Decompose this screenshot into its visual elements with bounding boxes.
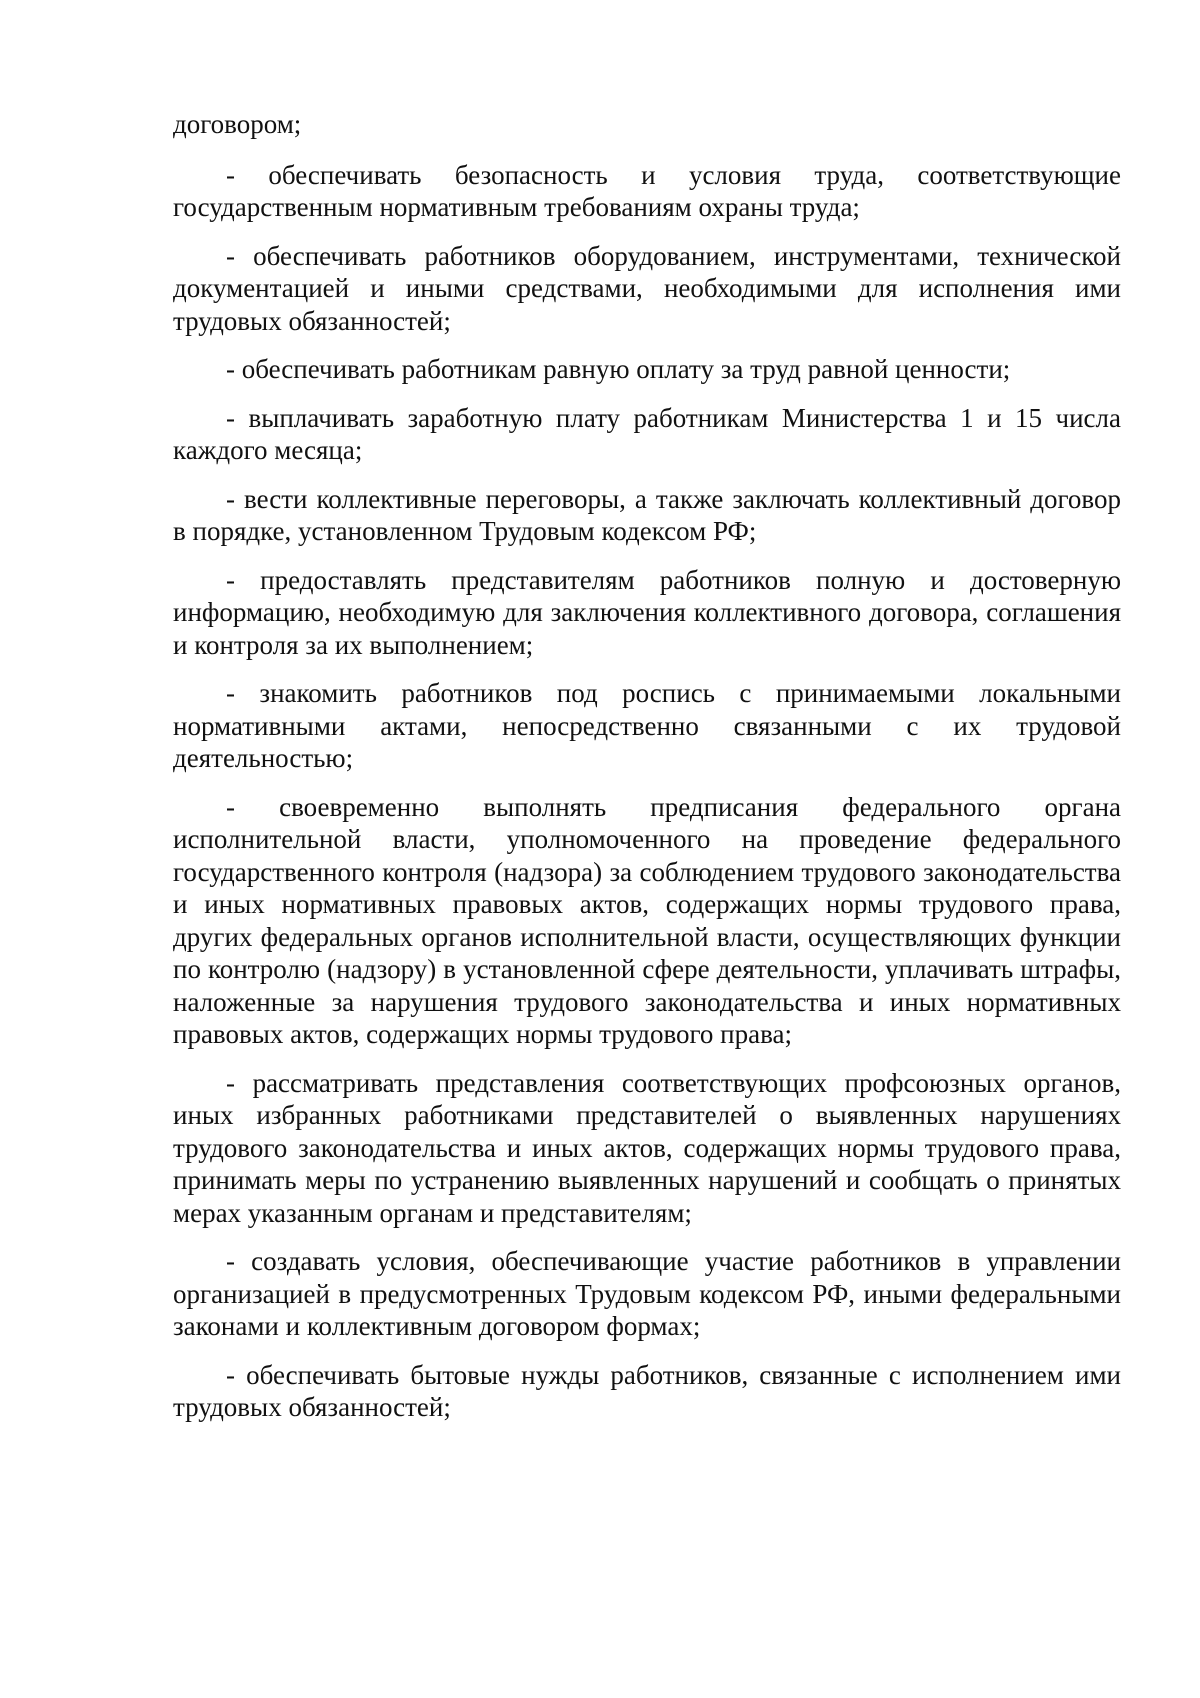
paragraph-equal-pay: - обеспечивать работникам равную оплату за труд равной ценности;: [226, 354, 1011, 384]
paragraph-union-submissions: - рассматривать представления соответствующих профсоюзных органов, иных избранных работниками представителей о выявленных нарушениях трудового законодательства и иных актов, содержащих нормы трудового права, принимать меры по устранению выявленных нарушений и сообщать о принятых мерах указанным органам и представителям;: [173, 1067, 1121, 1228]
document-page: [173, 108, 1121, 1440]
paragraph-equipment: - обеспечивать работников оборудованием, инструментами, технической документацией и иными средствами, необходимыми для исполнения ими трудовых обязанностей;: [173, 240, 1121, 336]
paragraph-regulatory-orders: - своевременно выполнять предписания федерального органа исполнительной власти, уполномоченного на проведение федерального государственного контроля (надзора) за соблюдением трудового законодательства и иных нормативных правовых актов, содержащих нормы трудового права, других федеральных органов исполнительной власти, осуществляющих функции по контролю (надзору) в установленной сфере деятельности, уплачивать штрафы, наложенные за нарушения трудового законодательства и иных нормативных правовых актов, содержащих нормы трудового права;: [173, 791, 1121, 1049]
paragraph-information: - предоставлять представителям работников полную и достоверную информацию, необходимую для заключения коллективного договора, соглашения и контроля за их выполнением;: [173, 564, 1121, 660]
paragraph-continuation: договором;: [173, 109, 302, 139]
paragraph-participation: - создавать условия, обеспечивающие участие работников в управлении организацией в предусмотренных Трудовым кодексом РФ, иными федеральными законами и коллективным договором формах;: [173, 1246, 1121, 1341]
paragraph-salary-payment: - выплачивать заработную плату работникам Министерства 1 и 15 числа каждого месяца;: [173, 402, 1121, 465]
paragraph-collective-negotiations: - вести коллективные переговоры, а также заключать коллективный договор в порядке, установленном Трудовым кодексом РФ;: [173, 483, 1121, 546]
paragraph-local-acts: - знакомить работников под роспись с принимаемыми локальными нормативными актами, непосредственно связанными с их трудовой деятельностью;: [173, 678, 1121, 773]
paragraph-safety-conditions: - обеспечивать безопасность и условия труда, соответствующие государственным нормативным требованиям охраны труда;: [173, 159, 1121, 222]
paragraph-household-needs: - обеспечивать бытовые нужды работников, связанные с исполнением ими трудовых обязанностей;: [173, 1359, 1121, 1422]
